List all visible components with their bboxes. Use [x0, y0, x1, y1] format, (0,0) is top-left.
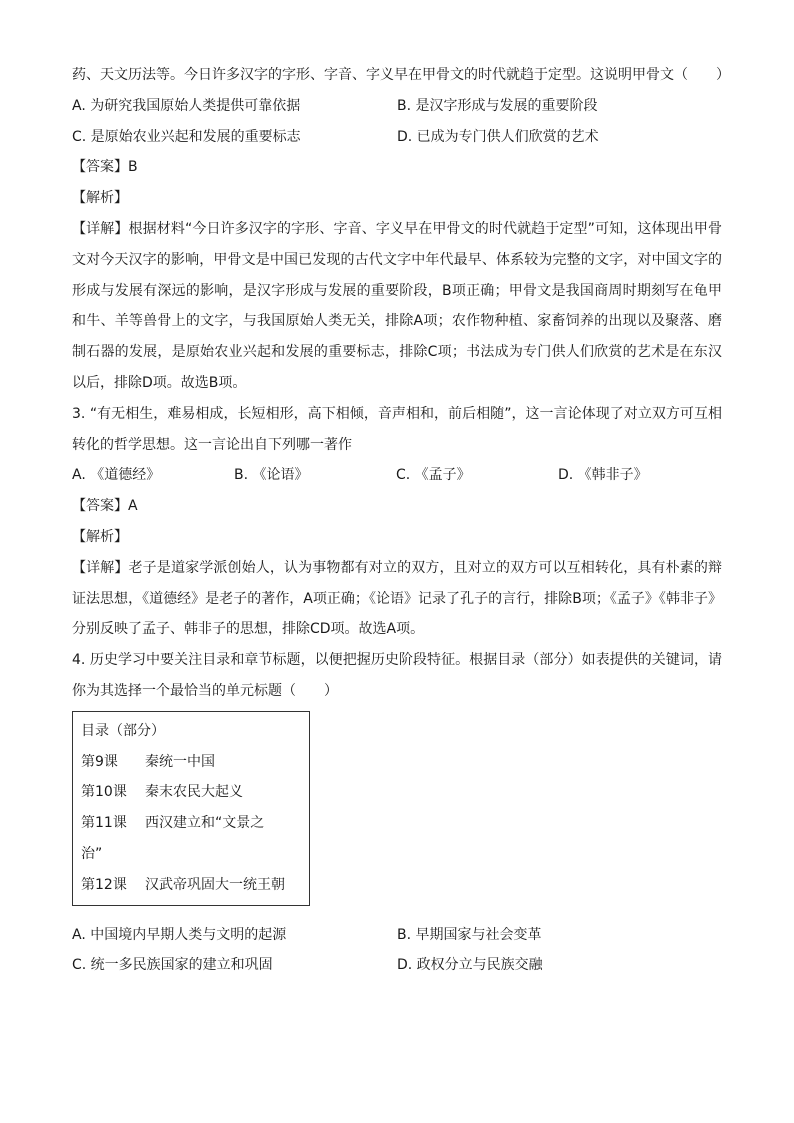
toc-lesson-number: 第11课 — [81, 815, 127, 832]
toc-title: 目录（部分） — [81, 722, 165, 739]
toc-lesson-title: 西汉建立和“文景之 — [145, 815, 265, 832]
answer-label: 【答案】B — [72, 159, 138, 176]
toc-row-continuation — [81, 839, 301, 870]
detail-text: 根据材料“今日许多汉字的字形、字音、字义早在甲骨文的时代就趋于定型”可知，这体现出甲骨文对今天汉字的影响，甲骨文是中国已发现的古代文字中年代最早、体系较为完整的文字，对中国文字的形成与发展有深远的影响，是汉字形成与发展的重要阶段，B项正确；甲骨文是我国商周时期刻写在龟甲和牛、羊等兽骨上的文字，与我国原始人类无关，排除A项；农作物种植、家畜饲养的出现以及聚落、磨制石器的发展，是原始农业兴起和发展的重要标志，排除C项；书法成为专门供人们欣赏的艺术是在东汉以后，排除D项。故选B项。 — [72, 220, 722, 391]
q3-options — [72, 460, 722, 491]
detail-tag: 【详解】 — [72, 220, 129, 237]
toc-row — [81, 777, 301, 808]
q3-option-a: A. 《道德经》 — [72, 467, 161, 484]
toc-row — [81, 870, 301, 901]
q3-analysis-label: 【解析】 — [72, 528, 128, 545]
q4-option-c: C. 统一多民族国家的建立和巩固 — [72, 957, 273, 974]
q4-option-b: B. 早期国家与社会变革 — [397, 926, 542, 943]
q3-detail-text: 老子是道家学派创始人，认为事物都有对立的双方，且对立的双方可以互相转化，具有朴素的辩证法思想，《道德经》是老子的著作，A项正确；《论语》记录了孔子的言行，排除B项；《孟子》《韩非子》分别反映了孟子、韩非子的思想，排除CD项。故选A项。 — [72, 559, 723, 638]
q4-options-row-1 — [72, 920, 722, 951]
q3-option-d: D. 《韩非子》 — [558, 467, 648, 484]
q3-option-b: B. 《论语》 — [234, 467, 309, 484]
toc-lesson-title: 秦统一中国 — [145, 753, 215, 770]
document-page — [72, 60, 730, 981]
q3-answer-label: 【答案】A — [72, 498, 138, 515]
q4-option-a: A. 中国境内早期人类与文明的起源 — [72, 926, 287, 943]
toc-lesson-title: 秦末农民大起义 — [145, 784, 243, 801]
intro-options-row-1 — [72, 91, 722, 122]
intro-stem: 药、天文历法等。今日许多汉字的字形、字音、字义早在甲骨文的时代就趋于定型。这说明甲骨文（ ） — [72, 67, 730, 83]
analysis-label: 【解析】 — [72, 190, 128, 207]
option-b: B. 是汉字形成与发展的重要阶段 — [397, 97, 598, 114]
toc-lesson-title: 汉武帝巩固大一统王朝 — [145, 876, 285, 893]
intro-options-row-2 — [72, 122, 722, 153]
toc-lesson-title: 治” — [81, 845, 103, 862]
toc-lesson-number: 第9课 — [81, 753, 118, 770]
option-d: D. 已成为专门供人们欣赏的艺术 — [397, 128, 599, 145]
q4-option-d: D. 政权分立与民族交融 — [397, 957, 543, 974]
detail-paragraph — [72, 214, 722, 399]
q4-options-row-2 — [72, 950, 722, 981]
table-of-contents-box — [72, 711, 310, 906]
q3-option-c: C. 《孟子》 — [396, 467, 471, 484]
toc-lesson-number: 第10课 — [81, 784, 127, 801]
option-c: C. 是原始农业兴起和发展的重要标志 — [72, 128, 301, 145]
q4-stem: 4. 历史学习中要关注目录和章节标题，以便把握历史阶段特征。根据目录（部分）如表提供的关键词，请你为其选择一个最恰当的单元标题（ ） — [72, 652, 722, 699]
toc-row — [81, 747, 301, 778]
q3-stem: 3. “有无相生，难易相成，长短相形，高下相倾，音声相和，前后相随”，这一言论体现了对立双方可互相转化的哲学思想。这一言论出自下列哪一著作 — [72, 405, 722, 453]
option-a: A. 为研究我国原始人类提供可靠依据 — [72, 97, 301, 114]
q3-detail-paragraph — [72, 553, 722, 645]
toc-row — [81, 808, 301, 839]
q3-detail-tag: 【详解】 — [72, 559, 129, 576]
toc-lesson-number: 第12课 — [81, 876, 127, 893]
